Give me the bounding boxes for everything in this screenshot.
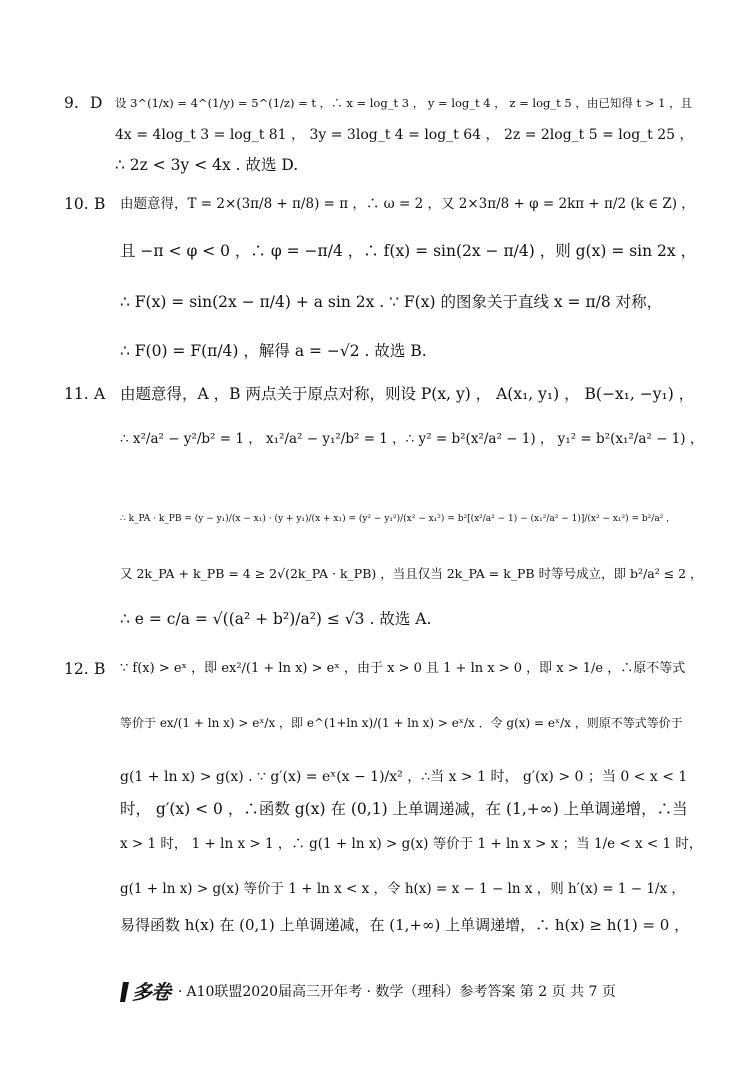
q10-line-2: 且 −π < φ < 0 ，∴ φ = −π/4 ，∴ f(x) = sin(2x − π/4) ，则 g(x) = sin 2x ， [120, 242, 697, 260]
footer-text: A10联盟2020届高三开年考 · 数学（理科）参考答案 第 2 页 共 7 页 [186, 984, 616, 1000]
q11-line-4: 又 2k_PA + k_PB = 4 ≥ 2√(2k_PA · k_PB) ，当且仅当 2k_PA = k_PB 时等号成立，即 b²/a² ≤ 2 ， [120, 566, 703, 581]
question-9-answer: D [90, 94, 103, 112]
logo-text: 多卷 [132, 980, 170, 1004]
question-9-number: 9. [64, 94, 79, 112]
q10-line-1: 由题意得，T = 2×(3π/8 + π/8) = π ，∴ ω = 2 ，又 2×3π/8 + φ = 2kπ + π/2 (k ∈ Z) ， [120, 196, 695, 212]
q10-line-3: ∴ F(x) = sin(2x − π/4) + a sin 2x . ∵ F(x) 的图象关于直线 x = π/8 对称， [120, 293, 663, 311]
q11-line-2: ∴ x²/a² − y²/b² = 1 ， x₁²/a² − y₁²/b² = 1 ，∴ y² = b²(x²/a² − 1) ， y₁² = b²(x₁²/a² − 1) ， [120, 431, 704, 447]
q12-line-5: x > 1 时， 1 + ln x > 1 ，∴ g(1 + ln x) > g(x) 等价于 1 + ln x > x ；当 1/e < x < 1 时， [120, 836, 703, 852]
q12-line-1: ∵ f(x) > eˣ ，即 ex²/(1 + ln x) > eˣ ，由于 x > 0 且 1 + ln x > 0 ，即 x > 1/e ，∴原不等式 [120, 661, 686, 676]
q10-line-4: ∴ F(0) = F(π/4) ，解得 a = −√2 . 故选 B. [120, 342, 427, 360]
q12-line-4: 时， g′(x) < 0 ，∴函数 g(x) 在 (0,1) 上单调递减，在 (1,+∞) 上单调递增，∴当 [120, 800, 688, 818]
q9-line-3: ∴ 2z < 3y < 4x . 故选 D. [115, 156, 299, 174]
q12-line-6: g(1 + ln x) > g(x) 等价于 1 + ln x < x ，令 h(x) = x − 1 − ln x ，则 h′(x) = 1 − 1/x ， [120, 881, 685, 897]
question-10-number: 10. [64, 195, 89, 213]
logo-bar-icon [118, 980, 132, 1004]
footer-dot: · [178, 984, 183, 1000]
question-11-answer: A [94, 385, 106, 403]
q11-line-3: ∴ k_PA · k_PB = (y − y₁)/(x − x₁) · (y + y₁)/(x + x₁) = (y² − y₁²)/(x² − x₁²) = b²[(x²/a² − 1) − (x₁²/a² − 1)]/(x² − x₁²) = b²/a² ， [120, 514, 676, 524]
q12-line-7: 易得函数 h(x) 在 (0,1) 上单调递减，在 (1,+∞) 上单调递增，∴ h(x) ≥ h(1) = 0 ， [120, 916, 690, 934]
page-footer [118, 980, 616, 1004]
q11-line-1: 由题意得，A ，B 两点关于原点对称，则设 P(x, y) ， A(x₁, y₁) ， B(−x₁, −y₁) ， [120, 385, 695, 403]
q9-line-2: 4x = 4log_t 3 = log_t 81 ， 3y = 3log_t 4 = log_t 64 ， 2z = 2log_t 5 = log_t 25 ， [115, 127, 694, 143]
question-12-number: 12. [64, 660, 89, 678]
q12-line-3: g(1 + ln x) > g(x) . ∵ g′(x) = eˣ(x − 1)/x² ，∴当 x > 1 时， g′(x) > 0 ；当 0 < x < 1 [120, 769, 688, 785]
q9-line-1: 设 3^(1/x) = 4^(1/y) = 5^(1/z) = t ，∴ x = log_t 3 ， y = log_t 4 ， z = log_t 5 ，由已知得 t > 1 ，且 [115, 96, 693, 110]
question-11-number: 11. [64, 385, 89, 403]
question-10-answer: B [94, 195, 106, 213]
q11-line-5: ∴ e = c/a = √((a² + b²)/a²) ≤ √3 . 故选 A. [120, 610, 432, 628]
publisher-logo [118, 980, 170, 1004]
question-12-answer: B [94, 660, 106, 678]
q12-line-2: 等价于 ex/(1 + ln x) > eˣ/x ，即 e^(1+ln x)/(1 + ln x) > eˣ/x ．令 g(x) = eˣ/x ，则原不等式等价于 [120, 716, 683, 730]
